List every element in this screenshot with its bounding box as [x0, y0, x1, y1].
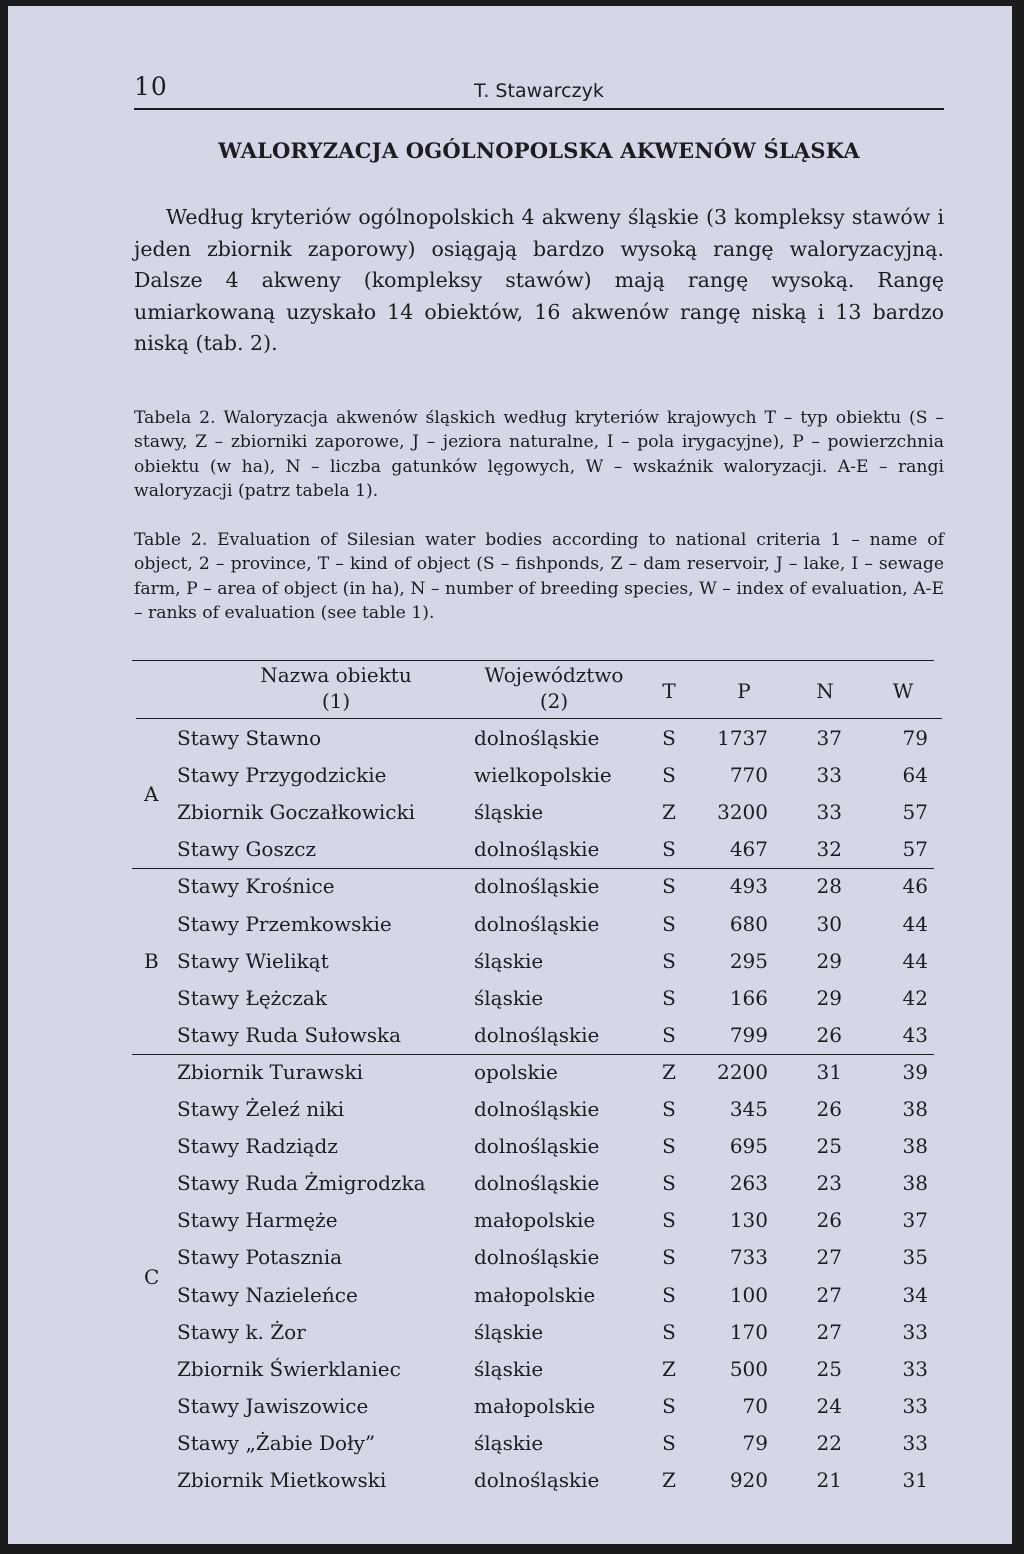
cell-type: S: [662, 1393, 676, 1418]
page-header: [134, 68, 944, 110]
table-row: [132, 1277, 934, 1314]
cell-province: dolnośląskie: [474, 837, 600, 862]
cell-type: S: [662, 1134, 676, 1159]
cell-type: Z: [662, 800, 676, 825]
cell-area: 1737: [717, 726, 768, 750]
table-caption-english: Table 2. Evaluation of Silesian water bodies according to national criteria 1 – name of object, 2 – province, T – kind of object (S – fishponds, Z – dam reservoir, J – lake, I – sewage farm, P – area of object (in ha), N – number of breeding species, W – index of evaluation, A-E – ranks of evaluation (see table 1).: [134, 530, 944, 624]
cell-name: Stawy Przygodzickie: [177, 763, 387, 788]
header-province-label: Województwo: [484, 663, 624, 687]
cell-name: Stawy Krośnice: [177, 874, 335, 899]
table-row: [132, 1017, 934, 1054]
cell-index: 38: [902, 1171, 928, 1196]
table-row: [132, 1165, 934, 1202]
cell-species-count: 25: [816, 1356, 842, 1381]
cell-species-count: 23: [816, 1171, 842, 1196]
cell-name: Stawy Żeleź niki: [177, 1097, 345, 1121]
cell-species-count: 33: [816, 763, 842, 788]
cell-name: Stawy Ruda Żmigrodzka: [177, 1171, 426, 1196]
cell-area: 2200: [717, 1059, 768, 1084]
cell-type: S: [662, 726, 676, 750]
cell-area: 920: [729, 1468, 768, 1492]
cell-type: S: [662, 985, 676, 1010]
cell-name: Zbiornik Świerklaniec: [177, 1356, 401, 1381]
cell-area: 263: [729, 1171, 768, 1196]
cell-name: Stawy Harmęże: [177, 1208, 338, 1233]
cell-province: małopolskie: [474, 1282, 596, 1307]
page: [8, 6, 1012, 1544]
cell-species-count: 21: [816, 1468, 842, 1492]
cell-index: 37: [902, 1208, 928, 1233]
cell-index: 79: [902, 726, 928, 750]
cell-index: 33: [902, 1356, 928, 1381]
table-row: [132, 1425, 934, 1462]
cell-species-count: 24: [816, 1393, 842, 1418]
cell-index: 42: [902, 985, 928, 1010]
cell-area: 500: [729, 1356, 768, 1381]
cell-species-count: 31: [816, 1059, 842, 1084]
table-row: [132, 1202, 934, 1239]
cell-species-count: 27: [816, 1319, 842, 1344]
cell-type: S: [662, 1430, 676, 1455]
cell-index: 57: [902, 800, 928, 825]
cell-area: 799: [729, 1022, 768, 1047]
cell-species-count: 32: [816, 837, 842, 862]
cell-area: 70: [742, 1393, 768, 1418]
cell-province: śląskie: [474, 1356, 544, 1381]
cell-type: S: [662, 874, 676, 899]
cell-province: śląskie: [474, 985, 544, 1010]
cell-type: Z: [662, 1356, 676, 1381]
cell-province: dolnośląskie: [474, 1245, 600, 1270]
cell-province: dolnośląskie: [474, 1022, 600, 1047]
cell-name: Zbiornik Mietkowski: [177, 1468, 387, 1492]
cell-area: 695: [729, 1134, 768, 1159]
cell-type: S: [662, 911, 676, 936]
cell-species-count: 29: [816, 948, 842, 973]
cell-area: 79: [742, 1430, 768, 1455]
cell-province: dolnośląskie: [474, 1134, 600, 1159]
intro-paragraph: Według kryteriów ogólnopolskich 4 akweny śląskie (3 kompleksy stawów i jeden zbiornik zaporowy) osiągają bardzo wysoką rangę waloryzacyjną. Dalsze 4 akweny (kompleksy stawów) mają rangę wysoką. Rangę umiarkowaną uzyskało 14 obiektów, 16 akwenów rangę niską i 13 bardzo niską (tab. 2).: [134, 205, 944, 355]
cell-area: 733: [729, 1245, 768, 1270]
cell-name: Stawy Wielikąt: [177, 948, 329, 973]
cell-species-count: 25: [816, 1134, 842, 1159]
cell-province: dolnośląskie: [474, 1171, 600, 1196]
cell-type: S: [662, 1097, 676, 1121]
cell-index: 31: [902, 1468, 928, 1492]
rank-label: A: [144, 782, 159, 807]
cell-province: śląskie: [474, 1430, 544, 1455]
cell-species-count: 33: [816, 800, 842, 825]
rank-label: C: [144, 1264, 160, 1289]
cell-province: śląskie: [474, 1319, 544, 1344]
header-province-col: [474, 662, 634, 714]
cell-name: Stawy k. Żor: [177, 1319, 306, 1344]
table-row: [132, 980, 934, 1017]
cell-name: Stawy Potasznia: [177, 1245, 343, 1270]
header-name-number: (1): [321, 689, 351, 713]
table-row: [132, 831, 934, 868]
table-row: [132, 794, 934, 831]
cell-index: 39: [902, 1059, 928, 1084]
cell-area: 770: [729, 763, 768, 788]
cell-name: Stawy Łężczak: [177, 985, 327, 1010]
cell-type: Z: [662, 1059, 676, 1084]
table-row: [132, 906, 934, 943]
header-w: W: [892, 679, 914, 703]
cell-index: 43: [902, 1022, 928, 1047]
cell-species-count: 27: [816, 1282, 842, 1307]
cell-province: dolnośląskie: [474, 874, 600, 899]
cell-province: śląskie: [474, 800, 544, 825]
cell-province: śląskie: [474, 948, 544, 973]
cell-province: opolskie: [474, 1059, 558, 1084]
table-row: [132, 868, 934, 905]
cell-province: wielkopolskie: [474, 763, 612, 788]
cell-area: 3200: [717, 800, 768, 825]
cell-area: 493: [729, 874, 768, 899]
cell-index: 64: [902, 763, 928, 788]
table-row: [132, 1091, 934, 1128]
table-top-rule: [132, 660, 934, 661]
cell-index: 57: [902, 837, 928, 862]
cell-area: 100: [729, 1282, 768, 1307]
cell-name: Stawy „Żabie Doły”: [177, 1430, 376, 1455]
cell-species-count: 27: [816, 1245, 842, 1270]
table-row: [132, 1239, 934, 1276]
cell-index: 44: [902, 911, 928, 936]
cell-area: 130: [729, 1208, 768, 1233]
cell-area: 345: [729, 1097, 768, 1121]
cell-province: małopolskie: [474, 1393, 596, 1418]
cell-area: 170: [729, 1319, 768, 1344]
cell-area: 166: [729, 985, 768, 1010]
cell-species-count: 22: [816, 1430, 842, 1455]
cell-name: Stawy Jawiszowice: [177, 1393, 369, 1418]
header-n: N: [816, 679, 834, 703]
section-title: WALORYZACJA OGÓLNOPOLSKA AKWENÓW ŚLĄSKA: [218, 138, 860, 163]
cell-type: S: [662, 1171, 676, 1196]
page-number: 10: [134, 72, 168, 101]
table-caption-polish: Tabela 2. Waloryzacja akwenów śląskich według kryteriów krajowych T – typ obiektu (S – stawy, Z – zbiorniki zaporowe, J – jeziora naturalne, I – pola irygacyjne), P – powierzchnia obiektu (w ha), N – liczba gatunków lęgowych, W – wskaźnik waloryzacji. A-E – rangi waloryzacji (patrz tabela 1).: [134, 408, 944, 502]
cell-type: S: [662, 948, 676, 973]
cell-name: Stawy Ruda Sułowska: [177, 1022, 401, 1047]
cell-index: 38: [902, 1134, 928, 1159]
header-province-number: (2): [539, 689, 569, 713]
cell-species-count: 28: [816, 874, 842, 899]
header-bottom-rule: [136, 718, 942, 719]
cell-species-count: 29: [816, 985, 842, 1010]
table-row: [132, 1054, 934, 1091]
table-row: [132, 1314, 934, 1351]
cell-province: dolnośląskie: [474, 1468, 600, 1492]
cell-index: 33: [902, 1319, 928, 1344]
header-name-col: [236, 662, 436, 714]
cell-type: Z: [662, 1468, 676, 1492]
table-row: [132, 1351, 934, 1388]
cell-index: 33: [902, 1393, 928, 1418]
header-name-label: Nazwa obiektu: [260, 663, 412, 687]
table-row: [132, 1128, 934, 1165]
cell-name: Stawy Przemkowskie: [177, 911, 392, 936]
cell-type: S: [662, 837, 676, 862]
table-row: [132, 1462, 934, 1499]
cell-name: Zbiornik Turawski: [177, 1059, 364, 1084]
cell-name: Stawy Nazieleńce: [177, 1282, 358, 1307]
cell-type: S: [662, 1022, 676, 1047]
cell-type: S: [662, 1208, 676, 1233]
cell-province: dolnośląskie: [474, 1097, 600, 1121]
cell-type: S: [662, 763, 676, 788]
running-head: T. Stawarczyk: [474, 80, 604, 102]
rank-label: B: [144, 949, 159, 974]
cell-name: Stawy Goszcz: [177, 837, 316, 862]
cell-area: 680: [729, 911, 768, 936]
cell-name: Zbiornik Goczałkowicki: [177, 800, 416, 825]
cell-name: Stawy Stawno: [177, 726, 322, 750]
cell-index: 35: [902, 1245, 928, 1270]
cell-name: Stawy Radziądz: [177, 1134, 338, 1159]
cell-type: S: [662, 1319, 676, 1344]
cell-index: 33: [902, 1430, 928, 1455]
cell-species-count: 26: [816, 1022, 842, 1047]
cell-species-count: 37: [816, 726, 842, 750]
cell-index: 34: [902, 1282, 928, 1307]
table-row: [132, 1388, 934, 1425]
cell-type: S: [662, 1245, 676, 1270]
header-t: T: [662, 679, 676, 703]
header-p: P: [737, 679, 751, 703]
cell-index: 46: [902, 874, 928, 899]
cell-index: 44: [902, 948, 928, 973]
cell-index: 38: [902, 1097, 928, 1121]
cell-province: dolnośląskie: [474, 726, 600, 750]
cell-province: dolnośląskie: [474, 911, 600, 936]
cell-province: małopolskie: [474, 1208, 596, 1233]
table-row: [132, 757, 934, 794]
cell-species-count: 26: [816, 1208, 842, 1233]
cell-species-count: 26: [816, 1097, 842, 1121]
table-row: [132, 943, 934, 980]
cell-type: S: [662, 1282, 676, 1307]
table-row: [132, 720, 934, 757]
cell-area: 295: [729, 948, 768, 973]
cell-area: 467: [729, 837, 768, 862]
cell-species-count: 30: [816, 911, 842, 936]
